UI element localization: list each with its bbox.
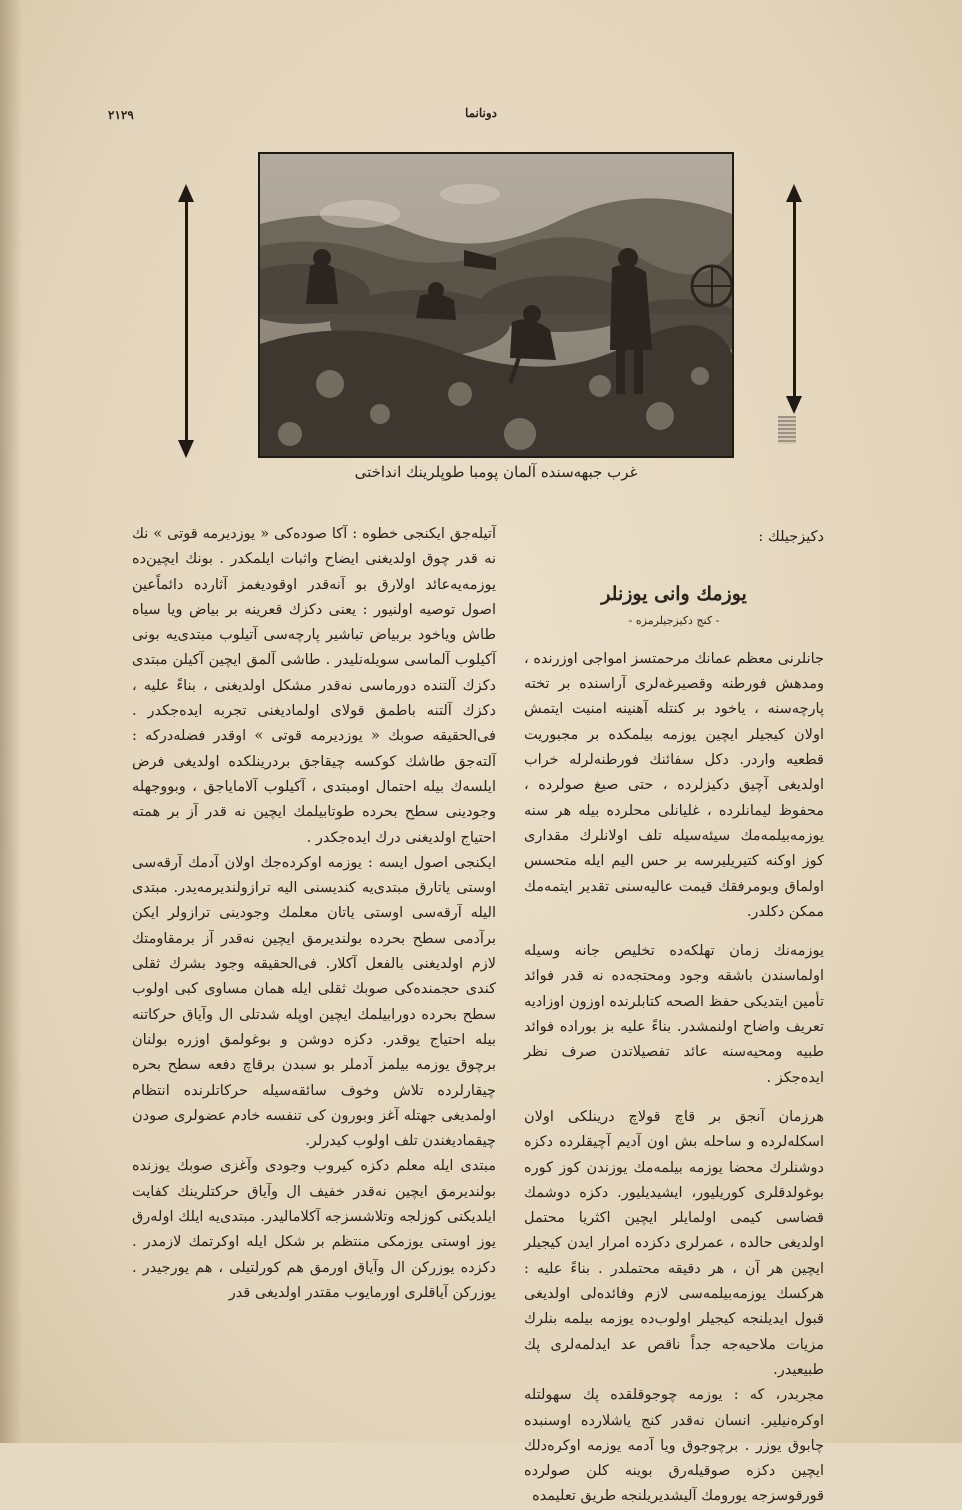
magazine-title: دونانما xyxy=(464,106,498,120)
article-title: یوزمك وانی یوزنلر xyxy=(601,583,747,606)
paragraph: یوزمه‌نك زمان تهلكه‌ده تخلیص جانه وسیله اولماسندن باشقه وجود ومحتجه‌ده نه قدر فوائد تأمین ایتدیكی حفظ الصحه كتابلرنده اوزون اوزادیه تعریف واضاح اولنمشدر. بناءً علیه بز بوراده فوائد طبیه ومحیه‌سنه عائد تفصیلاتدن صرف نظر ایده‌جكز . xyxy=(524,943,824,1086)
paragraph: جانلرنی معظم عمانك مرحمتسز امواجی اوزرنده ، ومدهش فورطنه وقصیرغه‌لری آراسنده بر تخته پارچه‌سنه ، یاخود بر كنتله آهنینه امنیت ایتمش اولان كیجیلر ایچین یوزمه بیلمكده بر مجبوریت قطعیه واردر. دكل سفائنك فورطنه‌لرله خراب اولدیغی آچیق دكیزلرده ، حتی صیغ صولرده ، محفوظ لیمانلرده ، غلیانلی محلرده بیله هر سنه یوزمه‌بیلمه‌مك سیئه‌سیله تلف اولانلرك مقداری كوز اوكنه كتیریلیرسه بر حس اليم ايله متحسس اولماق وبومرفقك قیمت عالیه‌سنی تقدیر ایتمه‌مك ممكن دكلدر. xyxy=(524,650,824,920)
double-arrow-icon xyxy=(786,184,802,414)
battlefield-photo xyxy=(258,152,734,458)
section-label: دكیزجیلك : xyxy=(758,529,824,545)
paragraph: مبتدی ایله معلم دكزه كیروب وجودی وآغزی صوبك یوزنده بولندیرمق ایچین نه‌قدر خفیف ال وآیاق حركتلرینك كفایت ایلدیكنی كوزلجه وتلاشسزجه آكلامالیدر. مبتدی‌یه ایلك اوله‌رق یوز اوستی یوزمكی منتظم بر شكل ایله اوكرتمك لازمدر . دكزده یوزركن ال وآیاق اورمق هم كورلتیلی ، هم یورجیدر . یوزركن آیاقلری اورمایوب مقتدر اولدیغی قدر xyxy=(132,1158,496,1301)
article-column-right xyxy=(524,525,824,1510)
double-arrow-icon xyxy=(178,184,194,458)
paragraph: آتیله‌جق ایكنجی خطوه : آكا صوده‌كی « یوزدیرمه قوتی » نك نه قدر چوق اولدیغنی ایضاح واثبات ایلمكدر . بونك ایچین‌ده یوزمه‌یه‌عائد اولارق بو آنه‌قدر اوقودیغمز آثارده دائماً‌عین اصول توصیه اولنیور : یعنی دكزك قعرینه بر بیاض ویا سیاه طاش ویاخود بربیاض تباشیر پارچه‌سی آتیلوب مبتدی‌یه بونی آكیلوب آلماسی سویله‌نلیدر . طاشی آلمق ایچین آكیلن مبتدی دكزك آلتنده دورماسی نه‌قدر مشكل اولدیغنی ، بناءً علیه ، دكزك آلتنه باطمق قولای اولمادیغنی تجربه ایده‌جكدر . فی‌الحقیقه صوبك « یوزدیرمه قوتی » اوقدر فضله‌دركه : آلته‌جق طاشك كوكسه چیقاجق بردرینلكده اولدیغی فرض ایلسه‌ك بیله احتمال اومبتدی ، آكیلوب آلاماياجق ، وبووجهله وجودینی سطح بحرده طوتابیلمك ایچین نه قدر آز بر همته احتیاج اولدیغنی درك ایده‌جكدر . xyxy=(132,526,496,846)
paragraph: مجربدر، كه : یوزمه چوجوقلقده پك سهولتله اوكره‌نیلیر. انسان نه‌قدر كنج یاشلارده اوسنبده چابوق یوزر . برچوجوق ویا آدمه یوزمه اوكره‌دلك ایچین دكزه صوقیله‌رق بوینه كلن صولرده قورقوسزجه یورومك آلیشدیریلنجه طریق تعلیمده xyxy=(524,1387,824,1505)
page-number: ٢١٢٩ xyxy=(108,108,134,122)
paragraph: هرزمان آنجق بر قاچ قولاچ درینلكی اولان اسكله‌لرده و ساحله بش اون آدیم آچیقلرده دكزه دوشنلرك محضا یوزمه بیلمه‌مك یوزندن كوز كوره بوغولدقلری كوریلیور، ایشیدیلیور. دكزه دوشمك قضاسی كیمی اولمایلر ایچین اكثریا محتمل اولدیغی حالده ، عمرلری دكزده امرار ایدن كیجیلر ایچین هر آن ، هر دقیقه محتملدر . بناءً علیه : هركسك یوزمه‌بیلمه‌سی لازم وفائده‌لی اولدیغی قبول ایدیلنجه كیجیلر اولوب‌ده یوزمه بیلمه بنلرك مزیات ملاحیه‌جه جداً ناقص عد ایدلمه‌لری پك طبیعیدر. xyxy=(524,1108,824,1378)
article-byline: - كنج دكیزجیلرمزه - xyxy=(628,613,720,627)
archive-stamp xyxy=(778,416,796,444)
article-column-left xyxy=(132,522,496,1306)
figure-caption: غرب جبهه‌سنده آلمان پومبا طوپلرینك انداختی xyxy=(354,463,638,481)
paragraph: ایكنجی اصول ایسه : یوزمه اوكرده‌جك اولان آدمك آرقه‌سی اوستی یاتارق مبتدی‌یه كندیسنی الیه ترازولندیرمه‌یدر. مبتدی الیله آرقه‌سی اوستی یاتان معلمك وجودینی ترازولر ایكن برآدمی سطح بحرده بولندیرمق ایچین نه‌قدر آز برمقاومتك لازم اولدیغنی بالفعل آكلار. فی‌الحقیقه وجود بشرك ثقلی كندی حجمنده‌كی صوبك ثقلی ایله همان مساوی كبی اولوب سطح بحرده دورابیلمك ایچین اوپله شدتلی ال وآیاق حركاتنه بیله احتیاج یوقدر. دكزه دوشن و بوغولمق اوزره بولنان برچوق یوزمه بیلمز آدملر بو سبدن برقاچ دفعه سطح بحره چیقارلر‌ده تلاش وخوف سائقه‌سیله حركاتلرنده انتظام اولمدیغی جهتله آغز وبورون كی تنفسه خادم عضولری صودن چیقمادیغندن تلف اولوب كیدرلر. xyxy=(132,854,496,1150)
